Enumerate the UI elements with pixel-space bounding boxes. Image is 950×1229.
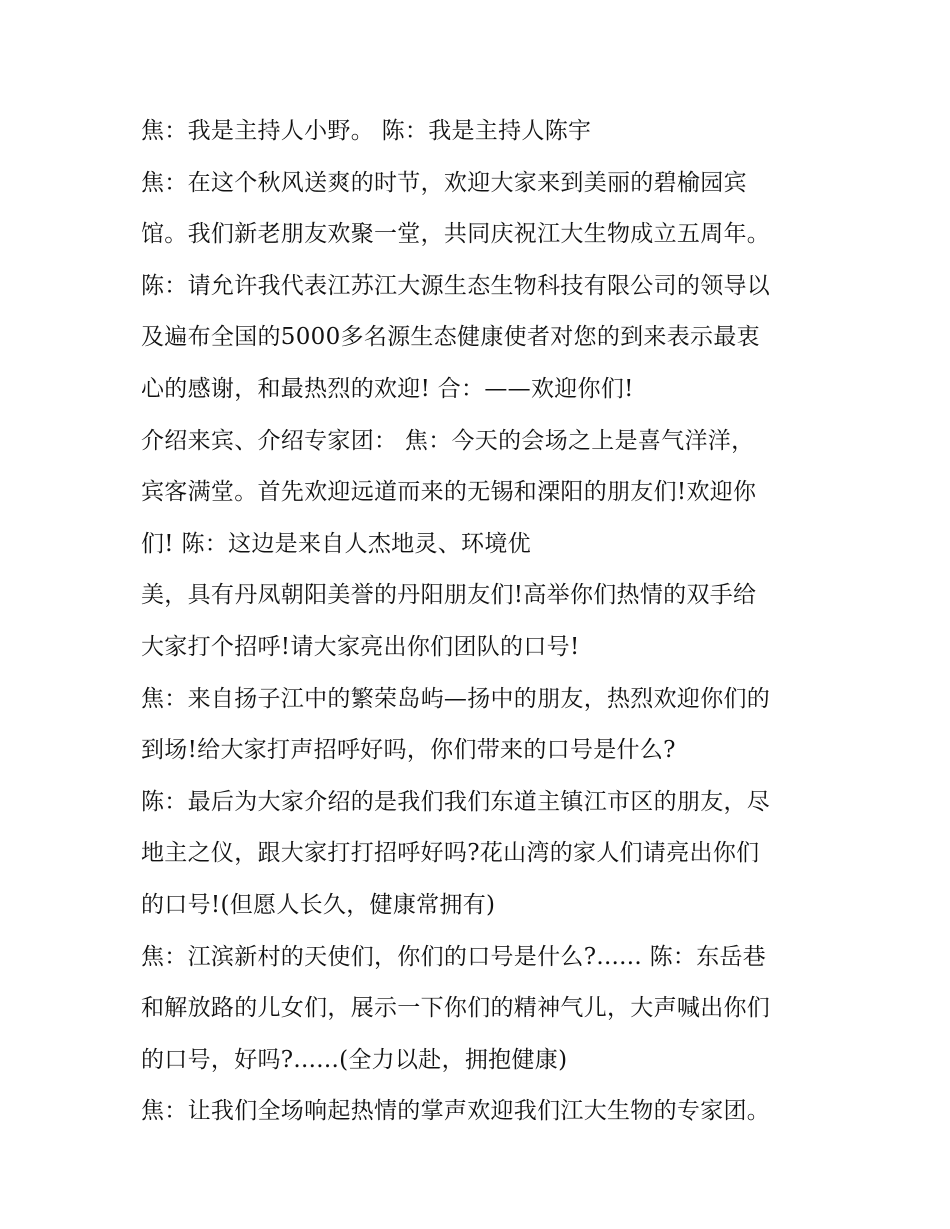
document-body xyxy=(141,106,831,1138)
text-line-5: 及遍布全国的5000多名源生态健康使者对您的到来表示最衷 xyxy=(141,324,760,351)
text-line-2: 焦：在这个秋风送爽的时节，欢迎大家来到美丽的碧榆园宾 xyxy=(141,169,747,196)
text-line-14: 陈：最后为大家介绍的是我们我们东道主镇江市区的朋友，尽 xyxy=(141,788,771,815)
text-line-12: 焦：来自扬子江中的繁荣岛屿—扬中的朋友，热烈欢迎你们的 xyxy=(141,685,771,712)
text-line-8: 宾客满堂。首先欢迎远道而来的无锡和溧阳的朋友们!欢迎你 xyxy=(141,479,757,506)
text-line-15: 地主之仪，跟大家打打招呼好吗?花山湾的家人们请亮出你们 xyxy=(141,840,760,867)
text-line-18: 和解放路的儿女们，展示一下你们的精神气儿，大声喊出你们 xyxy=(141,995,771,1022)
text-line-9: 们! 陈：这边是来自人杰地灵、环境优 xyxy=(141,530,531,557)
text-line-13: 到场!给大家打声招呼好吗，你们带来的口号是什么? xyxy=(141,737,676,764)
text-line-11: 大家打个招呼!请大家亮出你们团队的口号! xyxy=(141,633,580,660)
text-line-6: 心的感谢，和最热烈的欢迎! 合：——欢迎你们! xyxy=(141,375,634,402)
text-line-17: 焦：江滨新村的天使们，你们的口号是什么?...... 陈：东岳巷 xyxy=(141,943,767,970)
text-line-4: 陈：请允许我代表江苏江大源生态生物科技有限公司的领导以 xyxy=(141,272,771,299)
text-line-7: 介绍来宾、介绍专家团： 焦：今天的会场之上是喜气洋洋， xyxy=(141,427,755,454)
text-line-3: 馆。我们新老朋友欢聚一堂，共同庆祝江大生物成立五周年。 xyxy=(141,221,771,248)
text-line-1: 焦：我是主持人小野。 陈：我是主持人陈宇 xyxy=(141,118,592,144)
text-line-10: 美，具有丹凤朝阳美誉的丹阳朋友们!高举你们热情的双手给 xyxy=(141,582,757,609)
text-line-16: 的口号!(但愿人长久，健康常拥有) xyxy=(141,891,496,918)
text-line-20: 焦：让我们全场响起热情的掌声欢迎我们江大生物的专家团。 xyxy=(141,1098,771,1125)
text-line-19: 的口号，好吗?......(全力以赴，拥抱健康) xyxy=(141,1046,568,1073)
